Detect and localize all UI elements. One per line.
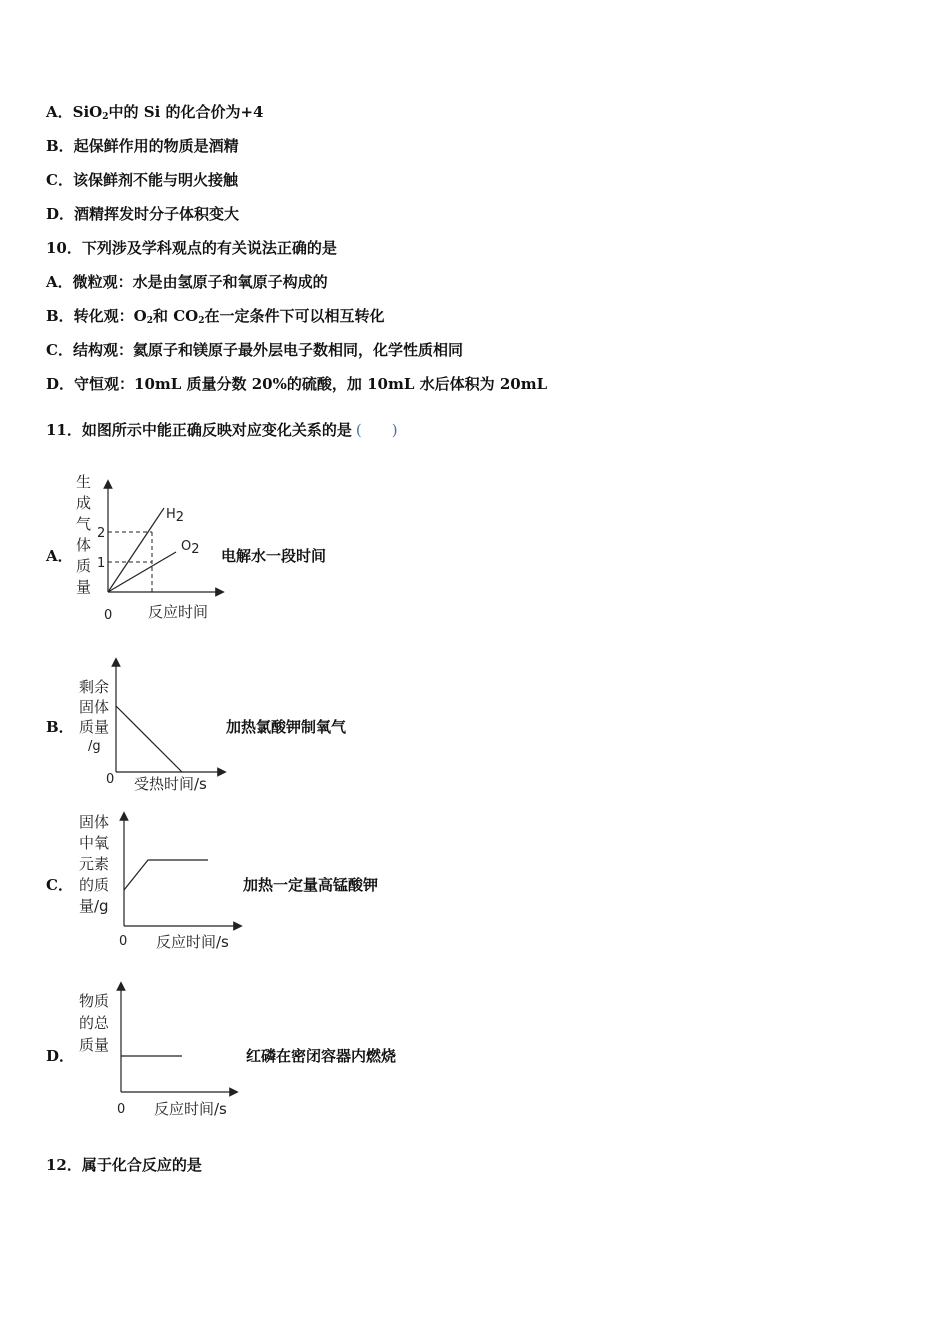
ylabel-line: 剩余 bbox=[79, 678, 110, 696]
ylabel-char: 气 bbox=[76, 515, 92, 533]
ylabel-line: 量/g bbox=[79, 897, 109, 915]
q12-stem: 12．属于化合反应的是 bbox=[46, 1156, 202, 1174]
ylabel-line: /g bbox=[88, 739, 101, 754]
mass-line bbox=[116, 706, 182, 772]
q11-option-d-letter: D． bbox=[46, 1047, 75, 1065]
ylabel-line: 的质 bbox=[79, 876, 110, 894]
ylabel-line: 固体 bbox=[79, 813, 110, 831]
tick-label-2: 2 bbox=[97, 526, 106, 541]
q9-option-b: B．起保鲜作用的物质是酒精 bbox=[46, 137, 239, 155]
ylabel-line: 质量 bbox=[79, 718, 110, 736]
q11-stem-text: 11．如图所示中能正确反映对应变化关系的是 bbox=[46, 421, 352, 439]
graph-c-caption: 加热一定量高锰酸钾 bbox=[243, 876, 379, 894]
graph-c bbox=[72, 810, 247, 955]
ylabel-char: 体 bbox=[76, 536, 92, 554]
q11-option-a-letter: A． bbox=[46, 547, 73, 565]
x-axis-label: 反应时间/s bbox=[156, 933, 229, 951]
q10-b-sub-2: 2 bbox=[198, 316, 205, 326]
q9-option-a bbox=[46, 102, 264, 127]
graph-a bbox=[70, 468, 230, 628]
ylabel-line: 质量 bbox=[79, 1036, 110, 1054]
oxygen-mass-line bbox=[124, 860, 208, 890]
q9-a-text: A．SiO bbox=[46, 103, 103, 121]
o2-line bbox=[108, 552, 176, 592]
ylabel-line: 物质 bbox=[79, 992, 110, 1010]
ylabel-line: 中氧 bbox=[79, 834, 110, 852]
q11-stem bbox=[46, 420, 398, 440]
ylabel-char: 质 bbox=[76, 557, 92, 575]
origin-label: 0 bbox=[119, 934, 128, 949]
origin-label: 0 bbox=[117, 1102, 126, 1117]
graph-d bbox=[72, 980, 247, 1120]
ylabel-line: 元素 bbox=[79, 855, 110, 873]
h2-line bbox=[108, 508, 164, 592]
graph-d-caption: 红磷在密闭容器内燃烧 bbox=[246, 1047, 397, 1065]
graph-b bbox=[70, 656, 240, 801]
graph-b-caption: 加热氯酸钾制氧气 bbox=[226, 718, 347, 736]
tick-label-1: 1 bbox=[97, 556, 106, 571]
q10-b-sub-1: 2 bbox=[146, 316, 154, 326]
ylabel-char: 生 bbox=[76, 473, 92, 491]
q10-option-a: A．微粒观：水是由氢原子和氧原子构成的 bbox=[46, 273, 328, 291]
origin-label: 0 bbox=[104, 608, 113, 623]
ylabel-line: 固体 bbox=[79, 698, 110, 716]
q11-option-b-letter: B． bbox=[46, 718, 74, 736]
q9-a-text-end: 中的 Si 的化合价为+4 bbox=[108, 103, 264, 121]
graph-a-caption: 电解水一段时间 bbox=[221, 547, 327, 565]
x-axis-label: 反应时间 bbox=[148, 603, 209, 621]
ylabel-char: 成 bbox=[76, 494, 92, 512]
q10-option-c: C．结构观：氦原子和镁原子最外层电子数相同，化学性质相同 bbox=[46, 341, 463, 359]
q10-b-text-3: 在一定条件下可以相互转化 bbox=[204, 307, 385, 325]
x-axis-label: 反应时间/s bbox=[154, 1100, 227, 1118]
answer-blank: ( ) bbox=[355, 421, 398, 439]
q10-option-b bbox=[46, 306, 385, 331]
o2-label: O2 bbox=[181, 539, 200, 557]
x-axis-label: 受热时间/s bbox=[134, 775, 207, 793]
ylabel-line: 的总 bbox=[79, 1014, 110, 1032]
q11-option-c-letter: C． bbox=[46, 876, 73, 894]
q9-option-d: D．酒精挥发时分子体积变大 bbox=[46, 205, 240, 223]
q10-b-text-2: 和 CO bbox=[153, 307, 199, 325]
q9-a-subscript: 2 bbox=[102, 112, 109, 122]
q9-option-c: C．该保鲜剂不能与明火接触 bbox=[46, 171, 238, 189]
ylabel-char: 量 bbox=[76, 578, 92, 596]
q10-stem: 10．下列涉及学科观点的有关说法正确的是 bbox=[46, 239, 337, 257]
q10-option-d: D．守恒观：10mL 质量分数 20%的硫酸，加 10mL 水后体积为 20mL bbox=[46, 375, 548, 393]
q10-b-text-1: B．转化观：O bbox=[46, 307, 147, 325]
origin-label: 0 bbox=[106, 772, 115, 787]
h2-label: H2 bbox=[166, 507, 185, 525]
